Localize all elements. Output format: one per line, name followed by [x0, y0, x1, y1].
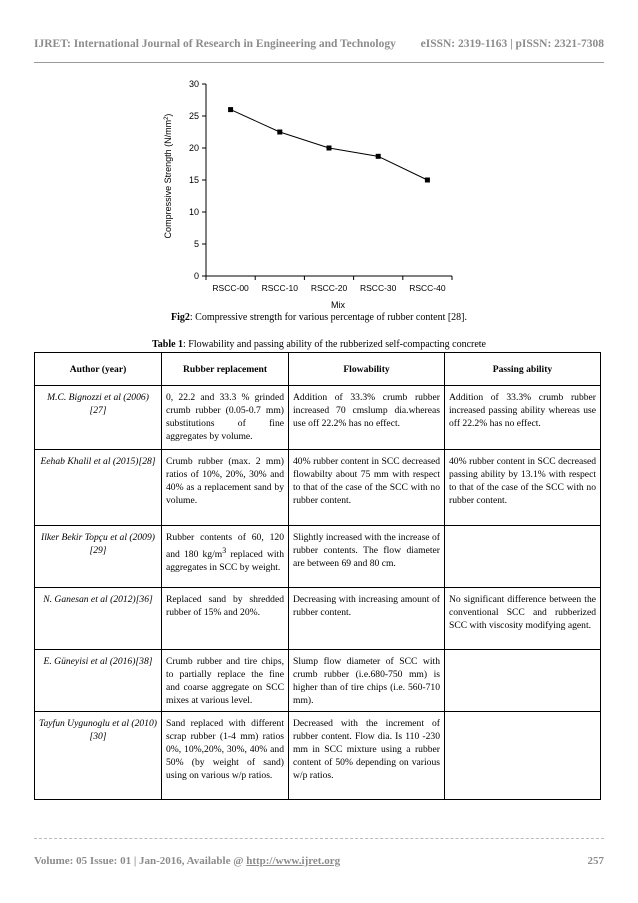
- y-axis: [189, 79, 206, 281]
- footer-url-link[interactable]: http://www.ijret.org: [246, 855, 341, 867]
- y-axis-label-sup: 2: [164, 116, 170, 120]
- table-caption: [34, 339, 604, 350]
- cell-flow: 40% rubber content in SCC decreased flowabilty about 75 mm with respect to that of the case of the SCC with no rubber content.: [289, 450, 445, 526]
- series-line: [231, 110, 428, 180]
- cell-pass: 40% rubber content in SCC decreased passing ability by 13.1% with respect to that of the case of the SCC with no rubber content.: [445, 450, 601, 526]
- flowability-table: [34, 352, 601, 800]
- cell-author: E. Güneyisi et al (2016)[38]: [35, 650, 162, 712]
- x-tick-label: RSCC-00: [212, 283, 249, 293]
- header-flowability: Flowability: [289, 353, 445, 386]
- cell-pass: [445, 650, 601, 712]
- y-tick-label: 25: [188, 111, 199, 121]
- table-caption-label: Table 1: [152, 339, 184, 350]
- cell-rubber: Crumb rubber (max. 2 mm) ratios of 10%, 20%, 30% and 40% as a replacement sand by volume.: [162, 450, 289, 526]
- y-axis-label-end: ): [163, 113, 173, 117]
- cell-pass: Addition of 33.3% crumb rubber increased passing ability whereas use off 22.2% has no effect.: [445, 386, 601, 450]
- footer-rule: [34, 838, 604, 839]
- table-row: [35, 450, 601, 526]
- figure-caption-label: Fig2: [170, 312, 190, 323]
- page-footer: [34, 855, 604, 867]
- cell-flow: Slightly increased with the increase of rubber contents. The flow diameter are between 69 and 80 cm.: [289, 526, 445, 588]
- cell-flow: Decreased with the increment of rubber content. Flow dia. Is 110 -230 mm in SCC mixture using a rubber content of 50% depending on various w/p ratios.: [289, 712, 445, 800]
- header-rubber: Rubber replacement: [162, 353, 289, 386]
- rubber-text-post: replaced with aggregates in SCC by weight.: [166, 549, 285, 574]
- page-header: [34, 38, 604, 50]
- cell-pass: [445, 526, 601, 588]
- table-row: [35, 712, 601, 800]
- y-tick-label: 15: [188, 175, 199, 185]
- data-point: [376, 154, 381, 159]
- data-point: [228, 107, 233, 112]
- y-tick-label: 0: [193, 271, 199, 281]
- cell-rubber: Crumb rubber and tire chips, to partially replace the fine and coarse aggregate on SCC mixes at various level.: [162, 650, 289, 712]
- cell-flow: Addition of 33.3% crumb rubber increased 70 cmslump dia.whereas use off 22.2% has no effect.: [289, 386, 445, 450]
- issn-text: eISSN: 2319-1163 | pISSN: 2321-7308: [420, 38, 604, 50]
- data-point: [327, 146, 332, 151]
- journal-title: IJRET: International Journal of Research in Engineering and Technology: [34, 38, 396, 50]
- y-axis-label: [163, 114, 173, 239]
- rubber-text-pre: Rubber contents of 60, 120 and 180 kg/m: [166, 532, 284, 561]
- x-tick-label: RSCC-20: [310, 283, 348, 293]
- y-tick-label: 30: [188, 79, 199, 89]
- footer-volume-text: Volume: 05 Issue: 01 | Jan-2016, Available @: [34, 855, 247, 867]
- cell-rubber: 0, 22.2 and 33.3 % grinded crumb rubber (0.05-0.7 mm) substitutions of fine aggregates by volume.: [162, 386, 289, 450]
- data-points: [228, 107, 430, 182]
- x-axis-label: Mix: [331, 300, 345, 310]
- page-number: 257: [587, 855, 604, 867]
- y-axis-label-main: Compressive Strength (N/mm: [163, 119, 173, 239]
- table-row: [35, 588, 601, 650]
- cell-rubber: Sand replaced with different scrap rubber (1-4 mm) ratios 0%, 10%,20%, 30%, 40% and 50% (by weight of sand) using on various w/p ratios.: [162, 712, 289, 800]
- figure-caption: [34, 312, 604, 323]
- data-point: [425, 178, 430, 183]
- x-tick-label: RSCC-40: [409, 283, 446, 293]
- footer-volume: [34, 855, 340, 867]
- x-tick-label: RSCC-30: [360, 283, 397, 293]
- table-row: [35, 386, 601, 450]
- data-point: [277, 130, 282, 135]
- x-axis: [206, 276, 452, 293]
- y-tick-label: 20: [188, 143, 199, 153]
- cell-author: N. Ganesan et al (2012)[36]: [35, 588, 162, 650]
- cell-flow: Decreasing with increasing amount of rubber content.: [289, 588, 445, 650]
- table-row: [35, 526, 601, 588]
- cell-pass: No significant difference between the conventional SCC and rubberized SCC with viscosity modifying agent.: [445, 588, 601, 650]
- y-tick-label: 5: [193, 239, 199, 249]
- cell-author: Eehab Khalil et al (2015)[28]: [35, 450, 162, 526]
- y-tick-label: 10: [188, 207, 199, 217]
- compressive-strength-chart: [160, 72, 460, 312]
- cell-author: M.C. Bignozzi et al (2006) [27]: [35, 386, 162, 450]
- cell-rubber: [162, 526, 289, 588]
- cell-pass: [445, 712, 601, 800]
- cell-rubber: Replaced sand by shredded rubber of 15% and 20%.: [162, 588, 289, 650]
- rubber-text-sup: 3: [222, 546, 227, 555]
- table-header-row: [35, 353, 601, 386]
- cell-author: Ilker Bekir Topçu et al (2009)[29]: [35, 526, 162, 588]
- header-rule: [34, 62, 604, 63]
- cell-flow: Slump flow diameter of SCC with crumb rubber (i.e.680-750 mm) is higher than of tire chips (i.e. 560-710 mm).: [289, 650, 445, 712]
- header-author: Author (year): [35, 353, 162, 386]
- x-tick-label: RSCC-10: [261, 283, 298, 293]
- cell-author: Tayfun Uygunoglu et al (2010)[30]: [35, 712, 162, 800]
- table-caption-text: : Flowability and passing ability of the rubberized self-compacting concrete: [183, 339, 486, 350]
- chart-svg: [160, 72, 460, 312]
- figure-caption-text: : Compressive strength for various percentage of rubber content [28].: [189, 312, 468, 323]
- header-passing: Passing ability: [445, 353, 601, 386]
- table-row: [35, 650, 601, 712]
